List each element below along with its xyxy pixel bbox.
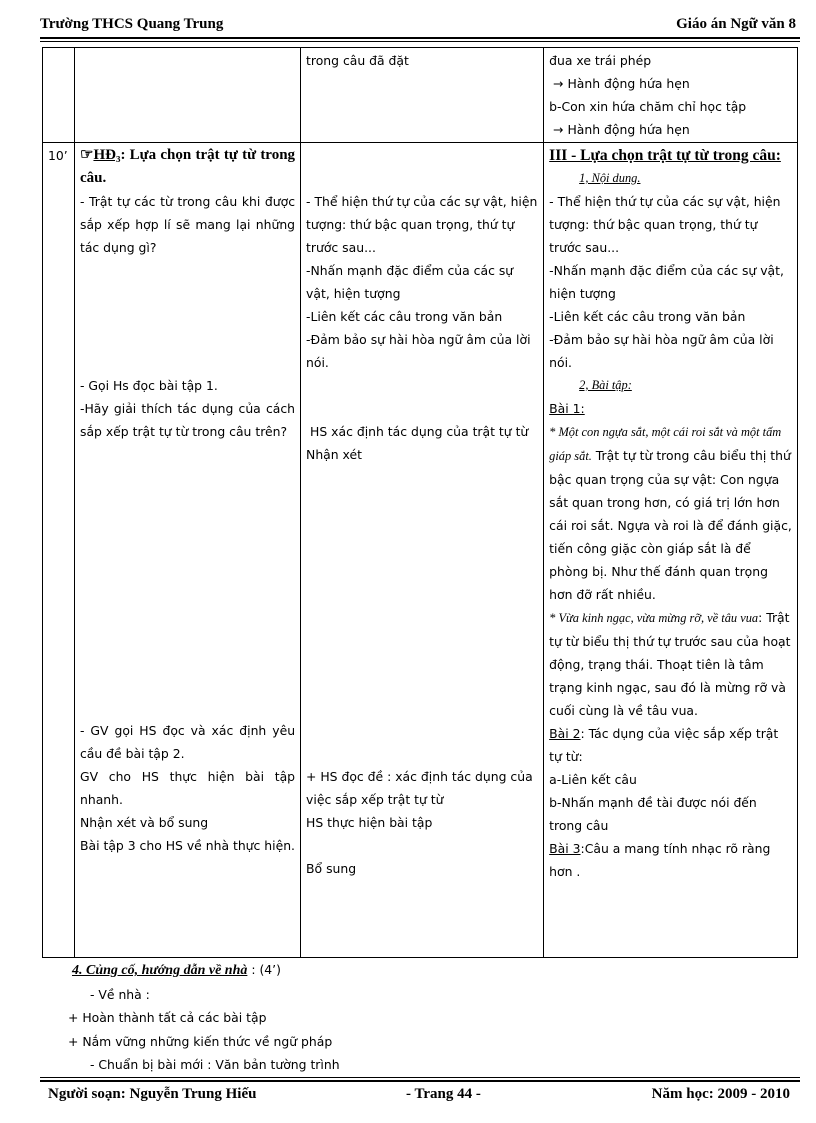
student-text: -Nhấn mạnh đặc điểm của các sự vật, hiện tượng xyxy=(306,263,514,301)
exercise-1-answer: : Trật tự từ biểu thị thứ tự trước sau của hoạt động, trạng thái. Thoạt tiên là tâm trạng kinh ngạc, sau đó là mừng rỡ và cuối cùng là về tâu vua. xyxy=(549,610,791,718)
student-text: HS thực hiện bài tập xyxy=(306,815,433,830)
teacher-text: - GV gọi HS đọc và xác định yêu cầu đề bài tập 2. xyxy=(79,723,296,761)
exercise-1-quote: * Vừa kinh ngạc, vừa mừng rỡ, về tâu vua xyxy=(549,611,759,625)
exercise-2 xyxy=(549,722,792,768)
school-name: Trường THCS Quang Trung xyxy=(40,16,224,32)
content-cell xyxy=(544,48,798,143)
content-line: → Hành động hứa hẹn xyxy=(553,122,690,137)
exercise-3 xyxy=(549,837,792,883)
teacher-text: - Gọi Hs đọc bài tập 1. xyxy=(79,378,218,393)
time-value: 10’ xyxy=(48,148,68,163)
content-text: - Thể hiện thứ tự của các sự vật, hiện tượng: thứ bậc quan trọng, thứ tự trước sau... xyxy=(549,194,781,255)
section-title: III - Lựa chọn trật tự từ trong câu: xyxy=(549,147,781,164)
author: Người soạn: Nguyễn Trung Hiếu xyxy=(48,1086,257,1102)
exercise-1-label: Bài 1: xyxy=(549,401,585,416)
teacher-cell xyxy=(74,143,300,958)
footer-rule xyxy=(40,1080,800,1082)
consolidation-section xyxy=(68,958,772,1077)
exercise-1-part1 xyxy=(549,420,792,606)
student-text: trong câu đã đặt xyxy=(306,53,409,68)
page-number: - Trang 44 - xyxy=(406,1086,481,1102)
content-cell xyxy=(544,143,798,958)
content-text: -Đảm bảo sự hài hòa ngữ âm của lời nói. xyxy=(549,332,774,370)
teacher-text: Bài tập 3 cho HS về nhà thực hiện. xyxy=(79,838,295,853)
student-text: - Thể hiện thứ tự của các sự vật, hiện tượng: thứ bậc quan trọng, thứ tự trước sau... xyxy=(306,194,538,255)
student-text: Nhận xét xyxy=(306,447,362,462)
exercise-1-answer: Trật tự từ trong câu biểu thị thứ bậc quan trọng của sự vật: Con ngựa sắt quan trong hơn, có giá trị lớn hơn cái roi sắt. Ngựa và roi là để đánh giặc, tiến công giặc còn giáp sắt là để phòng bị. Như thế đánh quan trọng hơn đỡ rất nhiều. xyxy=(549,448,792,602)
activity-label: HĐ₃ xyxy=(93,147,121,163)
homework-line: - Chuẩn bị bài mới : Văn bản tường trình xyxy=(90,1057,340,1072)
time-cell xyxy=(43,48,75,143)
activity-title-text: : Lựa chọn trật tự từ trong câu. xyxy=(79,147,296,186)
content-heading: 1, Nội dung. xyxy=(579,171,641,185)
school-year: Năm học: 2009 - 2010 xyxy=(651,1086,790,1102)
student-text: -Liên kết các câu trong văn bản xyxy=(306,309,503,324)
teacher-text: Nhận xét và bổ sung xyxy=(79,815,209,830)
homework-line: - Về nhà : xyxy=(90,986,150,1002)
content-text: -Liên kết các câu trong văn bản xyxy=(549,309,746,324)
table-row xyxy=(43,143,798,958)
exercise-3-text: :Câu a mang tính nhạc rõ ràng hơn . xyxy=(549,841,771,879)
teacher-text: -Hãy giải thích tác dụng của cách sắp xếp trật tự từ trong câu trên? xyxy=(79,401,296,439)
content-line: → Hành động hứa hẹn xyxy=(553,76,690,91)
subject-title: Giáo án Ngữ văn 8 xyxy=(676,16,796,32)
hand-pointer-icon: ☞ xyxy=(79,147,94,163)
homework-line: + Hoàn thành tất cả các bài tập xyxy=(68,1010,267,1025)
content-line: đua xe trái phép xyxy=(549,53,652,68)
lesson-table xyxy=(42,47,798,958)
activity-title xyxy=(80,144,295,190)
exercise-2-label: Bài 2 xyxy=(549,726,581,741)
page-footer xyxy=(48,1084,800,1106)
student-cell xyxy=(301,48,544,143)
student-text: Bổ sung xyxy=(306,861,357,876)
exercise-1-quote: * Một con ngựa sắt, một cái roi sắt và một tấm giáp sắt. xyxy=(549,425,782,463)
teacher-text: - Trật tự các từ trong câu khi được sắp xếp hợp lí sẽ mang lại những tác dụng gì? xyxy=(79,194,296,255)
student-text: + HS đọc đề : xác định tác dụng của việc sắp xếp trật tự từ xyxy=(306,769,533,807)
consolidation-title: 4. Củng cố, hướng dẫn về nhà xyxy=(72,963,248,978)
content-text: b-Nhấn mạnh đề tài được nói đến trong câu xyxy=(549,795,757,833)
consolidation-heading xyxy=(72,958,772,983)
teacher-cell xyxy=(74,48,300,143)
exercise-2-text: : Tác dụng của việc sắp xếp trật tự từ: xyxy=(549,726,779,764)
content-text: a-Liên kết câu xyxy=(549,772,637,787)
exercise-heading: 2, Bài tập: xyxy=(579,378,632,392)
student-text: -Đảm bảo sự hài hòa ngữ âm của lời nói. xyxy=(306,332,531,370)
content-line: b-Con xin hứa chăm chỉ học tập xyxy=(549,99,747,114)
student-cell xyxy=(301,143,544,958)
header-rule xyxy=(40,37,800,39)
page-header xyxy=(40,14,800,36)
consolidation-time: : (4’) xyxy=(251,962,281,977)
time-cell xyxy=(43,143,75,958)
footer-rule-thin xyxy=(40,1077,800,1078)
table-row xyxy=(43,48,798,143)
header-rule-thin xyxy=(40,41,800,42)
exercise-3-label: Bài 3 xyxy=(549,841,581,856)
content-text: -Nhấn mạnh đặc điểm của các sự vật, hiện tượng xyxy=(549,263,784,301)
exercise-1-part2 xyxy=(549,606,792,722)
teacher-text: GV cho HS thực hiện bài tập nhanh. xyxy=(79,769,296,807)
homework-line: + Nắm vững những kiến thức về ngữ pháp xyxy=(68,1033,333,1049)
student-text: HS xác định tác dụng của trật tự từ xyxy=(310,424,529,439)
